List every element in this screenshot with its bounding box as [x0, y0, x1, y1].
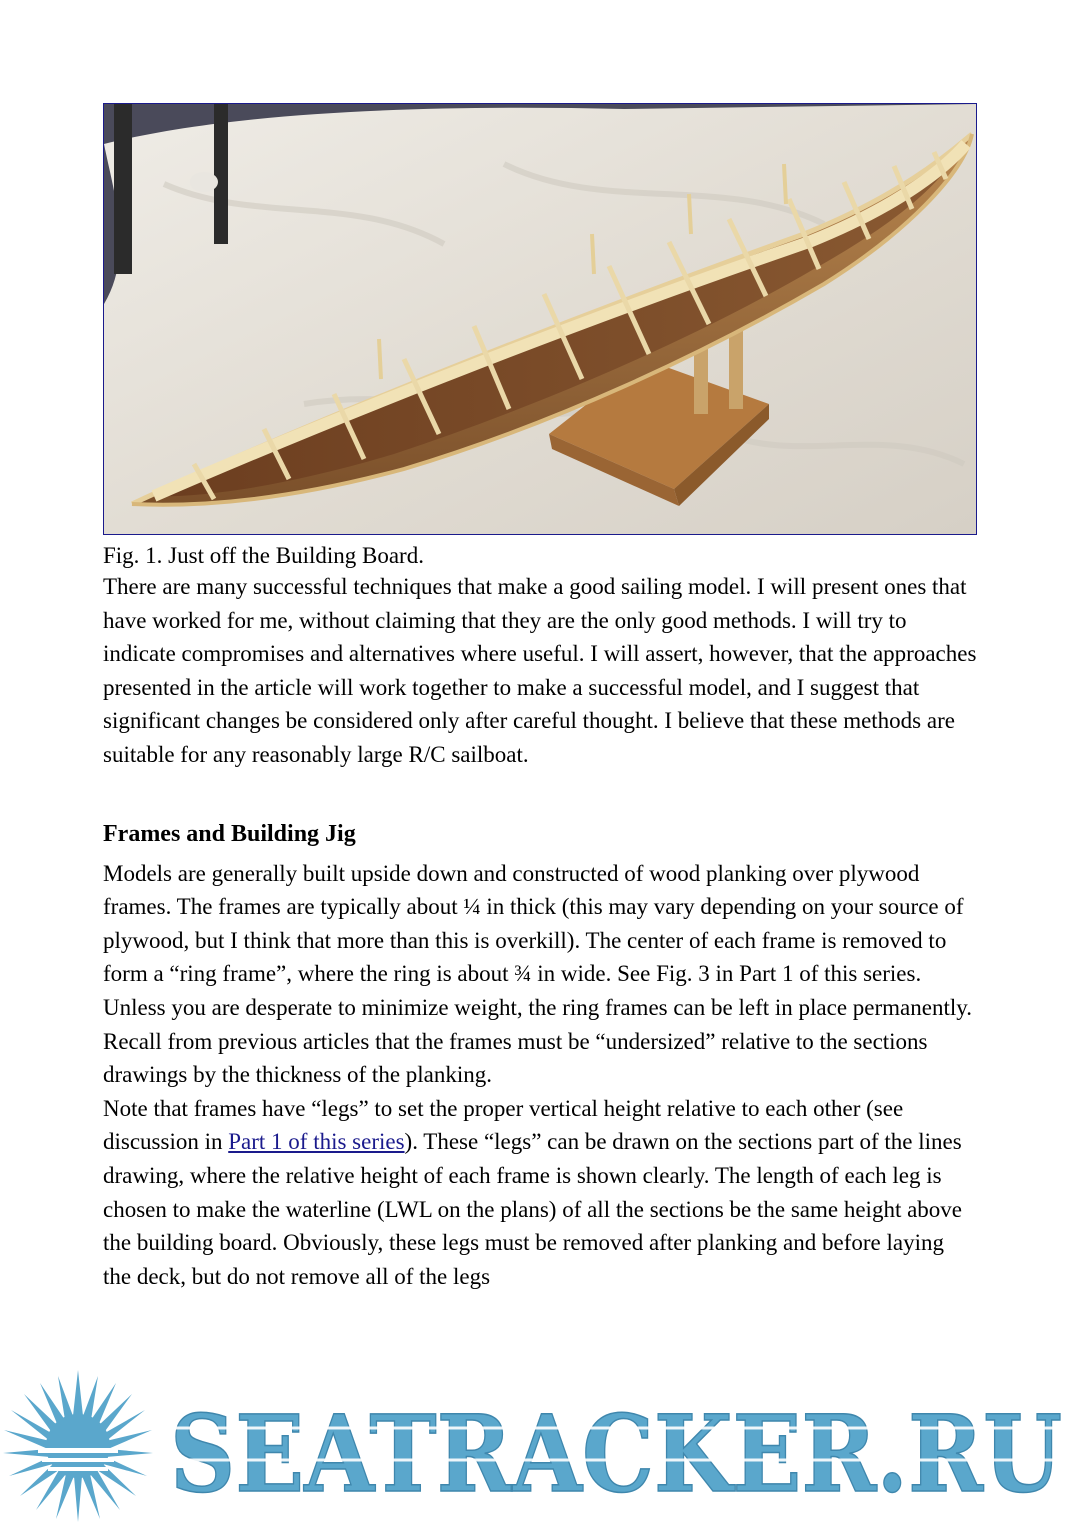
watermark-text: SEATRACKER.RU — [170, 1391, 1062, 1516]
sun-logo-icon — [3, 1370, 153, 1522]
legs-text-after: ). These “legs” can be drawn on the sections part of the lines drawing, where the relative height of each frame is shown clearly. The length of each leg is chosen to make the waterline (LWL on the plans) of all the sections be the same height above the building board. Obviously, these legs must be removed after planking and before laying the deck, but do not remove all of the legs — [103, 1129, 963, 1289]
frames-paragraph: Models are generally built upside down and constructed of wood planking over plywood frames. The frames are typically about ¼ in thick (this may vary depending on your source of plywood, but I think that more than this is overkill). The center of each frame is removed to form a “ring frame”, where the ring is about ¾ in wide. See Fig. 3 in Part 1 of this series. Unless you are desperate to minimize weight, the ring frames can be left in place permanently. Recall from previous articles that the frames must be “undersized” relative to the sections drawings by the thickness of the planking. — [103, 860, 972, 1088]
part1-series-link[interactable]: Part 1 of this series — [228, 1129, 405, 1155]
legs-text-before: Note that frames have “legs” to set the proper vertical height relative to each other (see discussion in — [103, 1095, 904, 1155]
seatracker-watermark — [0, 1368, 1080, 1527]
legs-paragraph — [103, 1092, 977, 1294]
watermark-graphic — [0, 1368, 1080, 1527]
intro-paragraph: There are many successful techniques that make a good sailing model. I will present ones that have worked for me, without claiming that they are the only good methods. I will try to indicate compromises and alternatives where useful. I will assert, however, that the approaches presented in the article will work together to make a successful model, and I suggest that significant changes be considered only after careful thought. I believe that these methods are suitable for any reasonably large R/C sailboat. — [103, 574, 977, 767]
hull-photo — [103, 103, 977, 535]
figure-caption: Fig. 1. Just off the Building Board. — [103, 543, 424, 568]
hull-photo-illustration — [104, 104, 976, 534]
document-page — [103, 103, 977, 1293]
section-heading: Frames and Building Jig — [103, 820, 356, 847]
